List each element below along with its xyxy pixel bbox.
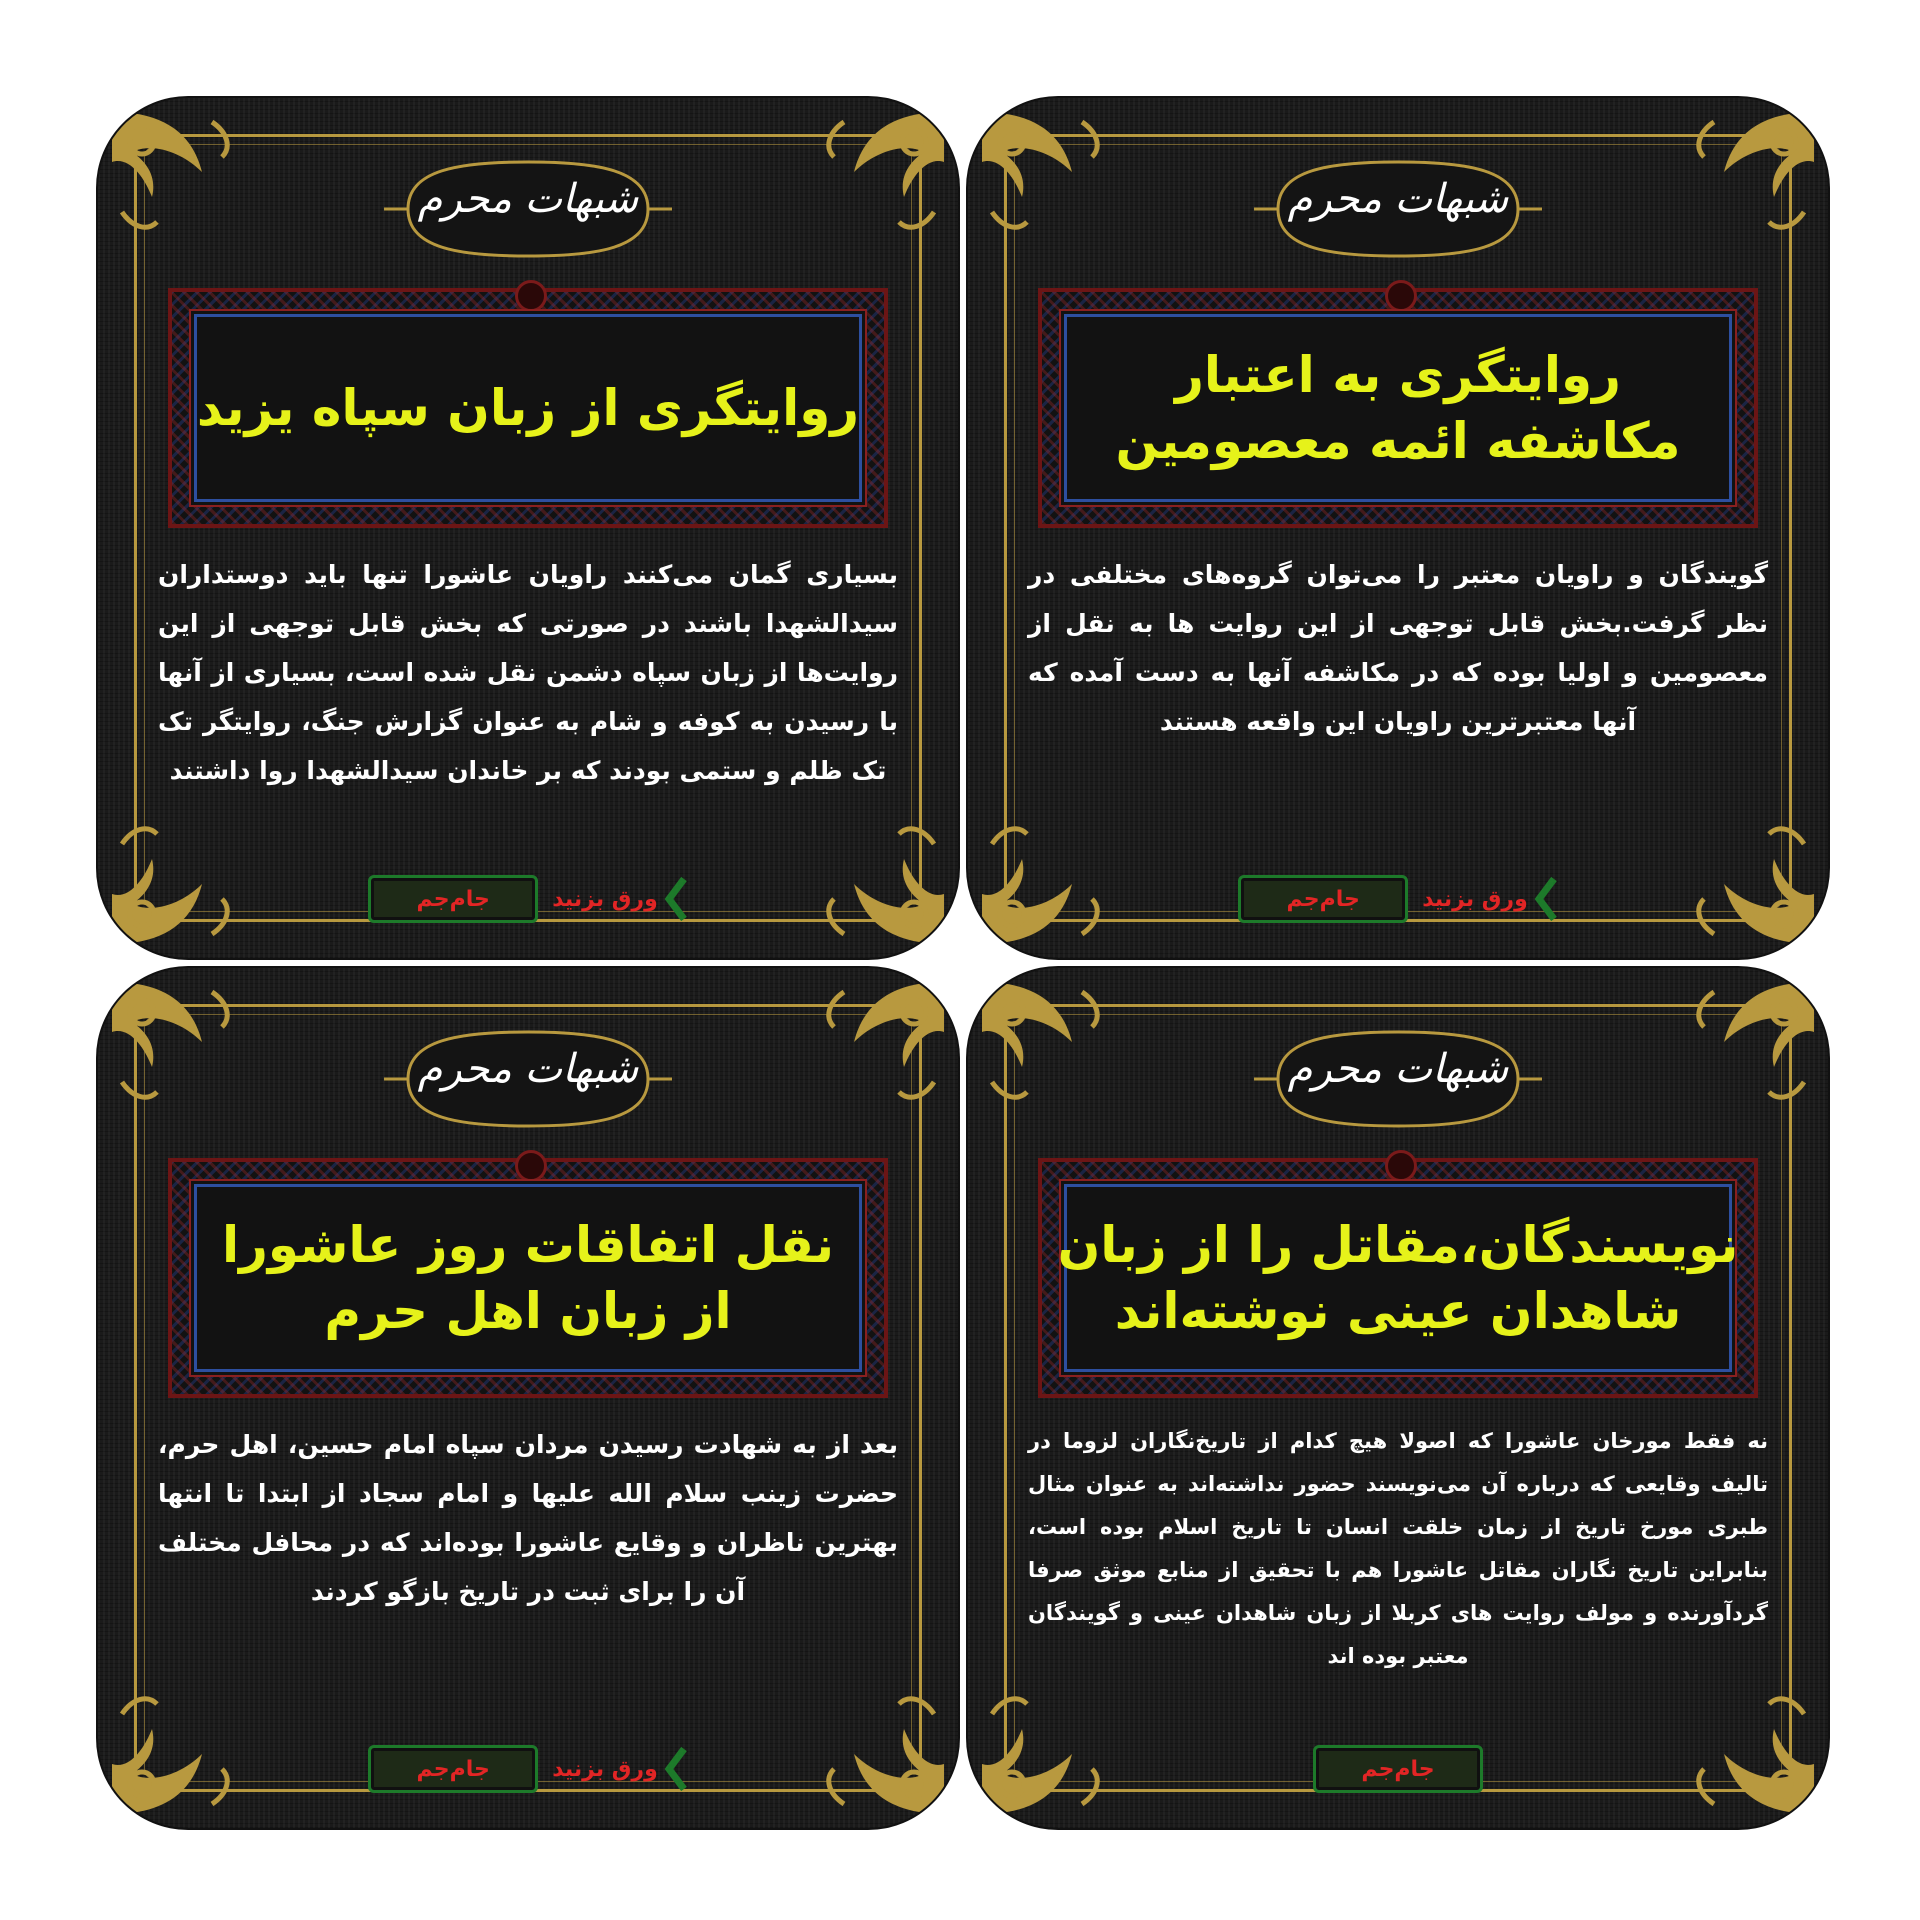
brand-logo-text: جام‌جم xyxy=(416,886,490,912)
slide-body: گویندگان و راویان معتبر را می‌توان گروه‌های مختلفی در نظر گرفت.بخش قابل توجهی از این روایت ها به نقل از معصومین و اولیا بوده که در مکاشفه آنها به دست آمده که آنها معتبرترین راویان این واقعه هستند xyxy=(1028,560,1768,736)
slide-footer xyxy=(968,874,1828,924)
series-badge xyxy=(1248,150,1548,268)
title-frame xyxy=(1038,288,1758,528)
frame-medallion-icon xyxy=(1385,280,1417,312)
corner-ornament-icon xyxy=(102,972,252,1122)
slide-card-ahl-haram[interactable] xyxy=(98,968,958,1828)
slide-body: نه فقط مورخان عاشورا که اصولا هیچ کدام از تاریخ‌نگاران لزوما در تالیف وقایعی که درباره آن می‌نویسند حضور نداشته‌اند به عنوان مثال طبری مورخ تاریخ از زمان خلقت انسان تا تاریخ اسلام بوده است، بنابراین تاریخ نگاران مقاتل عاشورا هم با تحقیق از منابع موثق صرفا گردآورنده و مولف روایت های کربلا از زبان شاهدان عینی و گویندگان معتبر بوده اند xyxy=(1028,1429,1768,1668)
slide-card-yazid-army[interactable] xyxy=(98,98,958,958)
swipe-hint[interactable] xyxy=(552,876,688,922)
title-frame xyxy=(1038,1158,1758,1398)
slide-title-line-2: شاهدان عینی نوشته‌اند xyxy=(1114,1282,1682,1340)
slide-card-infallible-imams[interactable] xyxy=(968,98,1828,958)
frame-medallion-icon xyxy=(515,1150,547,1182)
title-panel xyxy=(194,314,862,502)
badge-label: شبهات محرم xyxy=(1287,176,1509,222)
chevron-left-icon[interactable] xyxy=(664,876,688,922)
brand-logo-text: جام‌جم xyxy=(1361,1756,1435,1782)
badge-label: شبهات محرم xyxy=(417,1046,639,1092)
title-panel xyxy=(1057,1184,1739,1372)
corner-ornament-icon xyxy=(102,102,252,252)
brand-logo xyxy=(368,1745,538,1793)
series-badge xyxy=(1248,1020,1548,1138)
frame-medallion-icon xyxy=(1385,1150,1417,1182)
badge-label: شبهات محرم xyxy=(417,176,639,222)
slide-title-line-2: مکاشفه ائمه معصومین xyxy=(1115,412,1681,470)
swipe-label: ورق بزنید xyxy=(1422,886,1528,912)
corner-ornament-icon xyxy=(1674,972,1824,1122)
brand-logo xyxy=(1238,875,1408,923)
title-frame xyxy=(168,288,888,528)
swipe-label: ورق بزنید xyxy=(552,886,658,912)
frame-medallion-icon xyxy=(515,280,547,312)
chevron-left-icon[interactable] xyxy=(664,1746,688,1792)
brand-logo-text: جام‌جم xyxy=(416,1756,490,1782)
slide-footer xyxy=(98,1744,958,1794)
title-panel xyxy=(1064,314,1732,502)
chevron-left-icon[interactable] xyxy=(1534,876,1558,922)
swipe-hint[interactable] xyxy=(552,1746,688,1792)
corner-ornament-icon xyxy=(1674,102,1824,252)
slide-card-eyewitness-writers[interactable] xyxy=(968,968,1828,1828)
corner-ornament-icon xyxy=(972,972,1122,1122)
corner-ornament-icon xyxy=(804,972,954,1122)
slide-footer xyxy=(968,1744,1828,1794)
corner-ornament-icon xyxy=(972,102,1122,252)
brand-logo xyxy=(368,875,538,923)
slide-title-line-1: نقل اتفاقات روز عاشورا xyxy=(221,1216,835,1274)
slide-title-line-1: روایتگری به اعتبار xyxy=(1175,346,1621,404)
badge-label: شبهات محرم xyxy=(1287,1046,1509,1092)
slide-body: بسیاری گمان می‌کنند راویان عاشورا تنها باید دوستداران سیدالشهدا باشند در صورتی که بخش قابل توجهی از این روایت‌ها از زبان سپاه دشمن نقل شده است، بسیاری از آنها با رسیدن به کوفه و شام به عنوان گزارش جنگ، روایتگر تک تک ظلم و ستمی بودند که بر خاندان سیدالشهدا روا داشتند xyxy=(158,560,898,785)
brand-logo xyxy=(1313,1745,1483,1793)
slide-title-line-2: از زبان اهل حرم xyxy=(324,1282,732,1340)
swipe-hint[interactable] xyxy=(1422,876,1558,922)
slide-footer xyxy=(98,874,958,924)
slide-body: بعد از به شهادت رسیدن مردان سپاه امام حسین، اهل حرم، حضرت زینب سلام الله علیها و امام سجاد از ابتدا تا انتها بهترین ناظران و وقایع عاشورا بوده‌اند که در محافل مختلف آن را برای ثبت در تاریخ بازگو کردند xyxy=(158,1430,898,1606)
brand-logo-text: جام‌جم xyxy=(1286,886,1360,912)
slide-title-line-1: نویسندگان،مقاتل را از زبان xyxy=(1057,1216,1739,1274)
slide-title: روایتگری از زبان سپاه یزید xyxy=(196,379,860,437)
series-badge xyxy=(378,150,678,268)
title-panel xyxy=(194,1184,862,1372)
corner-ornament-icon xyxy=(804,102,954,252)
title-frame xyxy=(168,1158,888,1398)
series-badge xyxy=(378,1020,678,1138)
swipe-label: ورق بزنید xyxy=(552,1756,658,1782)
